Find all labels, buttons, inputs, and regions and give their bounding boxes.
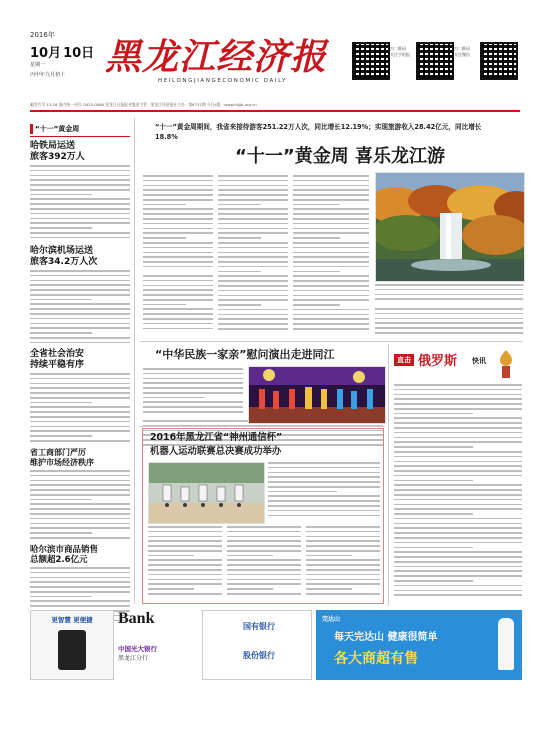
ad-slogan: 更智慧 更便捷: [51, 616, 93, 624]
ad-wandashan: [316, 610, 522, 680]
date-year: 2016年: [30, 31, 55, 39]
left-story-title: 全省社会治安 持续平稳有序: [30, 349, 85, 370]
lead-body-text: [143, 275, 213, 335]
ad-smart-banking: [30, 610, 114, 680]
qr-code-icon: [480, 42, 518, 80]
column-divider: [134, 118, 135, 604]
lead-photo: [375, 172, 525, 282]
divider: [30, 136, 130, 137]
story3-body-text: [306, 526, 380, 600]
rank-label-2: 股份银行: [243, 651, 275, 660]
story3-photo: [148, 462, 265, 524]
qr-caption: 扫二维码 关注手机报: [390, 46, 410, 57]
body-text: [30, 165, 130, 243]
masthead: [0, 0, 540, 112]
onion-dome-icon: [494, 348, 518, 378]
story2-headline: “中华民族一家亲”慰问演出走进同江: [155, 348, 335, 361]
qr-caption: 扫二维码 关注微信: [454, 46, 470, 57]
banner-tag: 快讯: [472, 357, 486, 365]
story3-headline-1: 2016年黑龙江省“神州通信杯”: [150, 432, 283, 443]
story3-body-text: [227, 526, 301, 600]
photo-caption: [375, 284, 523, 304]
logo-pinyin: HEILONGJIANGECONOMIC DAILY: [157, 78, 288, 84]
left-story-title: 哈尔滨机场运送 旅客34.2万人次: [30, 246, 98, 267]
story3-body-text: [268, 462, 380, 522]
banner-label: 直击: [394, 354, 414, 366]
body-text: [30, 373, 130, 445]
bank-name: 中国光大银行: [118, 645, 157, 653]
story2-photo: [248, 366, 386, 424]
newspaper-logo: [105, 37, 340, 83]
date-block: [30, 30, 100, 90]
lead-kicker: “十一”黄金周期间，我省来接待游客251.22万人次，同比增长12.19%；实现旅游收入28.42亿元，同比增长18.8%: [155, 123, 482, 141]
bottom-ad-strip: [30, 610, 522, 682]
left-story-title: 省工商部门严厉 维护市场经济秩序: [30, 448, 94, 467]
ad-slogan-1: 每天完达山 健康很简单: [334, 632, 438, 643]
ad-bank-brand: [118, 610, 198, 640]
banner-title: 俄罗斯: [418, 354, 458, 369]
story3-headline-2: 机器人运动联赛总决赛成功举办: [150, 446, 282, 457]
qr-code-icon: [352, 42, 390, 80]
masthead-info-line: 邮发代号 13-16 国内统一刊号 CN23-0066 黑龙江日报报业集团主管 · 黑龙江经济报社主办 · 第6731期 今日4版 · www.hljjjb.org.cn: [30, 102, 257, 107]
ad-bank-rank: [202, 610, 312, 680]
lead-body-text: [293, 175, 369, 335]
russia-news-banner: [394, 348, 522, 380]
lead-body-text: [143, 175, 213, 271]
bank-wordmark: Bank: [118, 610, 155, 627]
ad-slogan-2: 各大商超有售: [334, 651, 418, 667]
right-column-divider: [388, 344, 389, 606]
masthead-divider: [30, 110, 520, 112]
qr-code-icon: [416, 42, 454, 80]
milk-bottle-icon: [498, 618, 514, 670]
date-day: 10日: [63, 46, 95, 61]
logo-text: 黑龙江经济报: [105, 36, 328, 78]
phone-icon: [58, 630, 86, 670]
body-text: [30, 470, 130, 542]
story2-body-text: [143, 368, 243, 418]
lead-body-text: [218, 175, 288, 335]
date-month: 10月: [30, 46, 62, 61]
lead-body-text: [375, 308, 523, 336]
body-text: [30, 270, 130, 346]
left-column: [30, 116, 130, 604]
left-story-title: 哈尔滨市商品销售 总额超2.6亿元: [30, 545, 99, 565]
left-story-title: 哈铁局运送 旅客392万人: [30, 141, 85, 162]
story3-body-text: [148, 526, 222, 600]
section-divider: [140, 426, 385, 427]
lunar-date: 丙申年九月初十: [30, 72, 66, 78]
right-body-text: [394, 384, 522, 604]
bank-sub: 黑龙江分行: [118, 655, 149, 662]
weekday: 星期一: [30, 62, 46, 68]
ad-bank-name: [118, 644, 198, 680]
section-divider: [140, 341, 522, 342]
rank-label: 国有银行: [243, 622, 275, 631]
lead-headline: “十一”黄金周 喜乐龙江游: [235, 146, 445, 167]
ad-brand: 完达山: [322, 616, 341, 623]
section-label: “十一”黄金周: [30, 124, 79, 134]
